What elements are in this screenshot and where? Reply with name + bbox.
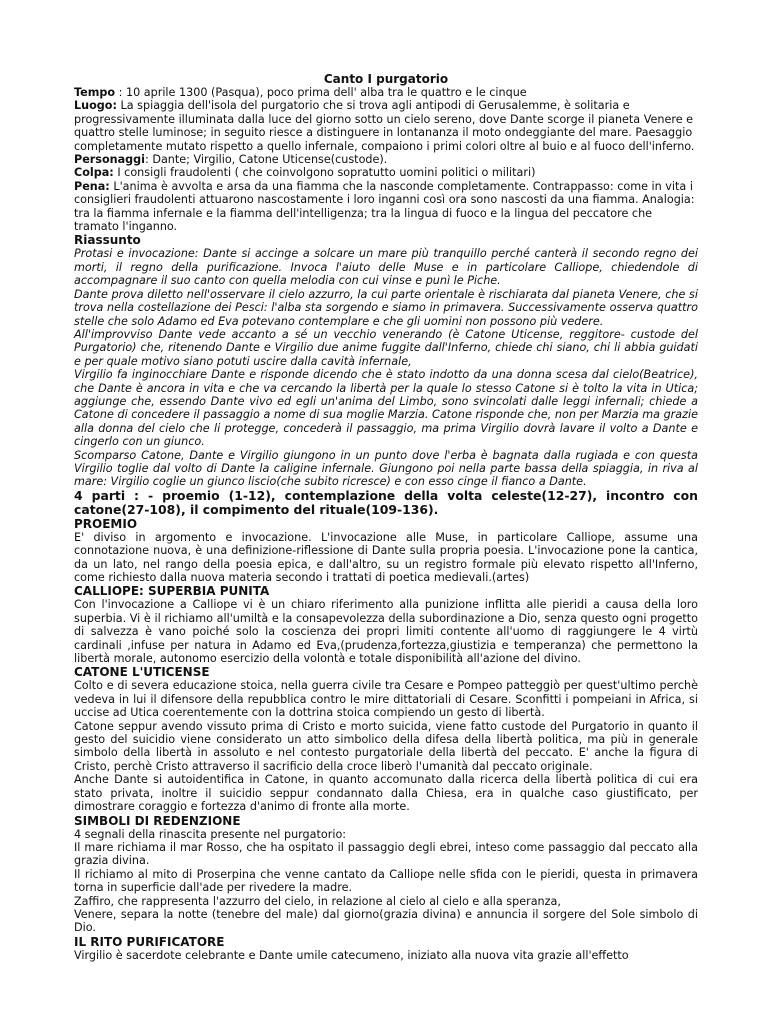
personaggi-label: Personaggi	[74, 153, 146, 167]
luogo-label: Luogo:	[74, 99, 117, 113]
riassunto-paragraph: Protasi e invocazione: Dante si accinge a solcare un mare più tranquillo perché canterà il secondo regno dei morti, il regno della purificazione. Invoca l'aiuto delle Muse e in particolare Calliope, chiedendole di accompagnare il suo canto con quella melodia con cui vinse e punì le Piche.	[74, 247, 698, 288]
colpa-text: I consigli fraudolenti ( che coinvolgono sopratutto uomini politici o militari)	[113, 166, 536, 180]
colpa-line	[74, 166, 698, 179]
section-heading-proemio: PROEMIO	[74, 516, 138, 531]
colpa-label: Colpa:	[74, 166, 114, 180]
riassunto-paragraph: Virgilio fa inginocchiare Dante e risponde dicendo che è stato indotto da una donna scesa dal cielo(Beatrice), che Dante è ancora in vita e che va cercando la libertà per la quale lo stesso Catone si è tolto la vita in Utica; aggiunge che, essendo Dante vivo ed egli un'anima del Limbo, sono svincolati dalle leggi infernali; chiede a Catone di concedere il passaggio a nome di sua moglie Marzia. Catone risponde che, non per Marzia ma grazie alla donna del cielo che li protegge, concederà il passaggio, ma prima Virgilio dovrà lavare il volto a Dante e cingerlo con un giunco.	[74, 368, 698, 449]
section-paragraph: Il richiamo al mito di Proserpina che venne cantato da Calliope nelle sfida con le pieridi, questa in primavera torna in superficie dall'ade per rivedere la madre.	[74, 867, 698, 895]
pena-line	[74, 180, 698, 234]
section-paragraph: Catone seppur avendo vissuto prima di Cristo e morto suicida, viene fatto custode del Purgatorio in quanto il gesto del suicidio viene considerato un atto simbolico della difesa della libertà politica, ma più in generale simbolo della libertà in assoluto e nel contesto purgatoriale della libertà del peccato. E' anche la figura di Cristo, perchè Cristo attraverso il sacrificio della croce liberò l'umanità dal peccato originale.	[74, 719, 698, 773]
tempo-line	[74, 86, 698, 99]
section-paragraph: Zaffiro, che rappresenta l'azzurro del cielo, in relazione al cielo al cielo e alla speranza,	[74, 894, 561, 908]
section-paragraph: Il mare richiama il mar Rosso, che ha ospitato il passaggio degli ebrei, inteso come passaggio dal peccato alla grazia divina.	[74, 840, 698, 868]
section-paragraph: Colto e di severa educazione stoica, nella guerra civile tra Cesare e Pompeo patteggiò per quest'ultimo perchè vedeva in lui il difensore della repubblica contro le mire dittatoriali di Cesare. Sconfitti i pompeiani in Africa, si uccise ad Utica coerentemente con la dottrina stoica compiendo un gesto di libertà.	[74, 679, 698, 720]
section-heading-simboli: SIMBOLI DI REDENZIONE	[74, 813, 241, 828]
riassunto-heading: Riassunto	[74, 233, 141, 248]
section-paragraph: Virgilio è sacerdote celebrante e Dante umile catecumeno, iniziato alla nuova vita grazie all'effetto	[74, 948, 629, 962]
luogo-text: La spiaggia dell'isola del purgatorio che si trova agli antipodi di Gerusalemme, è solitaria e progressivamente illuminata dalla luce del giorno sotto un cielo sereno, dove Dante scorge il pianeta Venere e quattro stelle luminose; in seguito riesce a distinguere in lontananza il moto ondeggiante del mare. Paesaggio completamente mutato rispetto a quello infernale, compaiono i primi colori oltre al buio e al fuoco dell'inferno.	[74, 99, 695, 153]
riassunto-paragraph: Scomparso Catone, Dante e Virgilio giungono in un punto dove l'erba è bagnata dalla rugiada e con questa Virgilio toglie dal volto di Dante la caligine infernale. Giungono poi nella parte bassa della spiaggia, in riva al mare: Virgilio coglie un giunco liscio(che subito ricresce) e con esso cinge il fianco a Dante.	[74, 448, 698, 489]
section-heading-rito: IL RITO PURIFICATORE	[74, 934, 225, 949]
parts-summary: 4 parti : - proemio (1-12), contemplazione della volta celeste(12-27), incontro con catone(27-108), il compimento del rituale(109-136).	[74, 487, 698, 517]
section-paragraph: 4 segnali della rinascita presente nel purgatorio:	[74, 827, 347, 841]
section-heading-calliope: CALLIOPE: SUPERBIA PUNITA	[74, 584, 270, 599]
tempo-text: : 10 aprile 1300 (Pasqua), poco prima dell' alba tra le quattro e le cinque	[115, 86, 527, 99]
pena-label: Pena:	[74, 179, 110, 193]
section-paragraph: Con l'invocazione a Calliope vi è un chiaro riferimento alla punizione inflitta alle pieridi a causa della loro superbia. Vi è il richiamo all'umiltà e la consapevolezza della subordinazione a Dio, senza questo ogni progetto di salvezza è vano poiché solo la coscienza dei propri limiti contente all'uomo di raggiungere le 4 virtù cardinali ,infuse per natura in Adamo ed Eva,(prudenza,fortezza,giustizia e temperanza) che permettono la libertà morale, autonomo esercizio della volontà e totale disponibilità all'azione del divino.	[74, 598, 698, 666]
document-page	[74, 72, 698, 962]
document-title: Canto I purgatorio	[323, 72, 449, 86]
tempo-label: Tempo	[74, 86, 116, 99]
riassunto-paragraph: Dante prova diletto nell'osservare il cielo azzurro, la cui parte orientale è rischiarata dal pianeta Venere, che si trova nella costellazione dei Pesci: l'alba sta sorgendo e siamo in primavera. Successivamente osserva quattro stelle che solo Adamo ed Eva potevano contemplare e che gli uomini non possono più vedere.	[74, 287, 698, 328]
section-paragraph: E' diviso in argomento e invocazione. L'invocazione alle Muse, in particolare Calliope, assume una connotazione nuova, è una definizione-riflessione di Dante sulla propria poesia. L'invocazione pone la cantica, da un lato, nel rango della poesia epica, e dall'altro, su un registro formale più elevato rispetto all'Inferno, come richiesto dalla nuova materia secondo i trattati di poetica medievali.(artes)	[74, 530, 698, 584]
riassunto-paragraph: All'improvviso Dante vede accanto a sé un vecchio venerando (è Catone Uticense, reggitore- custode del Purgatorio) che, ritenendo Dante e Virgilio due anime fuggite dall'Inferno, chiede chi siano, chi li abbia guidati e per quale motivo siano potuti uscire dalla cavità infernale,	[74, 327, 698, 368]
section-heading-catone: CATONE L'UTICENSE	[74, 665, 210, 680]
section-paragraph: Anche Dante si autoidentifica in Catone, in quanto accomunato dalla ricerca della libertà politica di cui era stato privata, inoltre il suicidio seppur condannato dalla Chiesa, era in qualche caso giustificato, per dimostrare coraggio e fortezza d'animo di fronte alla morte.	[74, 773, 698, 814]
personaggi-line	[74, 153, 698, 166]
section-paragraph: Venere, separa la notte (tenebre del male) dal giorno(grazia divina) e annuncia il sorgere del Sole simbolo di Dio.	[74, 907, 698, 935]
personaggi-text: : Dante; Virgilio, Catone Uticense(custode).	[145, 153, 388, 167]
luogo-line	[74, 99, 698, 153]
pena-text: L'anima è avvolta e arsa da una fiamma che la nasconde completamente. Contrappasso: come in vita i consiglieri fraudolenti attuarono nascostamente i loro inganni così ora sono nascosti da una fiamma. Analogia: tra la fiamma infernale e la fiamma dell'intelligenza; tra la lingua di fuoco e la lingua del peccatore che tramato l'inganno.	[74, 179, 695, 234]
